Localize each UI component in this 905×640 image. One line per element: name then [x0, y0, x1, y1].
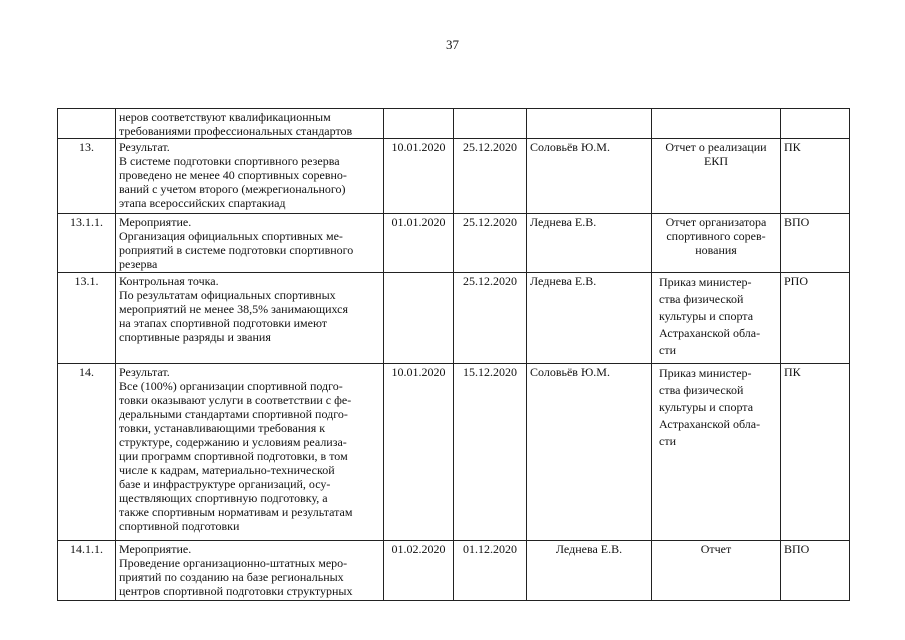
document-line: Отчет организатора — [665, 215, 767, 229]
item-number: 13.1.1. — [70, 215, 103, 229]
document-line: спортивного сорев- — [666, 229, 766, 243]
description-line: По результатам официальных спортивных — [119, 288, 336, 302]
end-date: 25.12.2020 — [463, 215, 517, 229]
document-line: сти — [659, 434, 676, 448]
description-cell — [116, 109, 384, 139]
description-line: центров спортивной подготовки структурных — [119, 584, 353, 598]
control-type: ПК — [784, 140, 801, 154]
end-date-cell — [454, 273, 527, 364]
description-cell — [116, 541, 384, 601]
start-date-cell — [384, 541, 454, 601]
document-line: Отчет о реализации — [665, 140, 767, 154]
control-type-cell — [781, 109, 850, 139]
responsible-cell — [527, 139, 652, 214]
start-date: 01.02.2020 — [391, 542, 446, 556]
description-line: мероприятий не менее 38,5% занимающихся — [119, 302, 348, 316]
description-line: Мероприятие. — [119, 542, 192, 556]
responsible-person: Леднева Е.В. — [530, 274, 597, 288]
responsible-cell — [527, 273, 652, 364]
responsible-cell — [527, 109, 652, 139]
end-date: 01.12.2020 — [463, 542, 517, 556]
description-line: Мероприятие. — [119, 215, 192, 229]
description-line: Результат. — [119, 140, 170, 154]
item-number: 13. — [79, 140, 94, 154]
document-line: Отчет — [700, 542, 732, 556]
control-type: РПО — [784, 274, 809, 288]
start-date-cell — [384, 214, 454, 273]
item-number-cell — [58, 139, 116, 214]
description-line: товки, устанавливающими требования к — [119, 421, 326, 435]
end-date: 15.12.2020 — [463, 365, 517, 379]
item-number-cell — [58, 541, 116, 601]
end-date-cell — [454, 364, 527, 541]
description-line: В системе подготовки спортивного резерва — [119, 154, 340, 168]
description-line: ции программ спортивной подготовки, в том — [119, 449, 348, 463]
table-row — [58, 109, 850, 139]
end-date: 25.12.2020 — [463, 140, 517, 154]
description-line: ществляющих спортивную подготовку, а — [119, 491, 328, 505]
start-date: 10.01.2020 — [391, 365, 446, 379]
end-date-cell — [454, 214, 527, 273]
control-type-cell — [781, 273, 850, 364]
document-line: ЕКП — [704, 154, 728, 168]
document-line: ства физической — [659, 292, 744, 306]
control-type-cell — [781, 364, 850, 541]
item-number-cell — [58, 214, 116, 273]
start-date-cell — [384, 139, 454, 214]
item-number-cell — [58, 273, 116, 364]
document-line: нования — [695, 243, 737, 257]
plan-table — [57, 108, 850, 601]
responsible-cell — [527, 364, 652, 541]
responsible-cell — [527, 214, 652, 273]
description-line: этапа всероссийских спартакиад — [119, 196, 286, 210]
table-row — [58, 364, 850, 541]
document-cell — [652, 109, 781, 139]
description-line: Результат. — [119, 365, 170, 379]
item-number: 14. — [79, 365, 94, 379]
end-date-cell — [454, 109, 527, 139]
document-cell — [652, 273, 781, 364]
responsible-person: Соловьёв Ю.М. — [530, 365, 610, 379]
description-line: приятий по созданию на базе региональных — [119, 570, 344, 584]
description-line: деральными стандартами спортивной подго- — [119, 407, 348, 421]
item-number-cell — [58, 364, 116, 541]
responsible-person: Соловьёв Ю.М. — [530, 140, 610, 154]
item-number: 13.1. — [74, 274, 99, 288]
start-date-cell — [384, 364, 454, 541]
description-line: Проведение организационно-штатных меро- — [119, 556, 348, 570]
document-line: Астраханской обла- — [659, 417, 761, 431]
description-line: Контрольная точка. — [119, 274, 219, 288]
start-date-cell — [384, 109, 454, 139]
start-date: 10.01.2020 — [391, 140, 446, 154]
table-row — [58, 541, 850, 601]
control-type-cell — [781, 214, 850, 273]
item-number-cell — [58, 109, 116, 139]
page-number: 37 — [446, 37, 459, 52]
description-cell — [116, 214, 384, 273]
document-line: сти — [659, 343, 676, 357]
document-line: культуры и спорта — [659, 400, 754, 414]
description-line: на этапах спортивной подготовки имеют — [119, 316, 328, 330]
description-line: резерва — [119, 257, 158, 271]
end-date-cell — [454, 139, 527, 214]
control-type: ПК — [784, 365, 801, 379]
description-cell — [116, 364, 384, 541]
description-line: роприятий в системе подготовки спортивного — [119, 243, 354, 257]
table-row — [58, 273, 850, 364]
item-number: 14.1.1. — [70, 542, 103, 556]
document-line: Приказ министер- — [659, 366, 752, 380]
control-type-cell — [781, 139, 850, 214]
document-cell — [652, 139, 781, 214]
end-date-cell — [454, 541, 527, 601]
start-date-cell — [384, 273, 454, 364]
description-line: товки оказывают услуги в соответствии с фе- — [119, 393, 352, 407]
start-date: 01.01.2020 — [391, 215, 446, 229]
control-type-cell — [781, 541, 850, 601]
control-type: ВПО — [784, 542, 810, 556]
control-type: ВПО — [784, 215, 810, 229]
description-line: базе и инфраструктуре организаций, осу- — [119, 477, 331, 491]
document-line: культуры и спорта — [659, 309, 754, 323]
end-date: 25.12.2020 — [463, 274, 517, 288]
responsible-cell — [527, 541, 652, 601]
plan-table-body — [58, 109, 850, 601]
document-cell — [652, 541, 781, 601]
document-line: Приказ министер- — [659, 275, 752, 289]
table-row — [58, 139, 850, 214]
document-cell — [652, 214, 781, 273]
description-line: также спортивным нормативам и результатам — [119, 505, 353, 519]
description-cell — [116, 273, 384, 364]
document-line: Астраханской обла- — [659, 326, 761, 340]
description-line: неров соответствуют квалификационным — [119, 110, 331, 124]
description-line: спортивные разряды и звания — [119, 330, 271, 344]
responsible-person: Леднева Е.В. — [555, 542, 623, 556]
description-line: требованиями профессиональных стандартов — [119, 124, 353, 138]
description-line: ваний с учетом второго (межрегионального) — [119, 182, 346, 196]
document-line: ства физической — [659, 383, 744, 397]
description-line: проведено не менее 40 спортивных соревно- — [119, 168, 347, 182]
description-line: спортивной подготовки — [119, 519, 240, 533]
description-line: структуре, содержанию и условиям реализа- — [119, 435, 347, 449]
responsible-person: Леднева Е.В. — [530, 215, 597, 229]
description-line: Все (100%) организации спортивной подго- — [119, 379, 343, 393]
document-cell — [652, 364, 781, 541]
description-line: числе к кадрам, материально-технической — [119, 463, 335, 477]
description-line: Организация официальных спортивных ме- — [119, 229, 343, 243]
description-cell — [116, 139, 384, 214]
table-row — [58, 214, 850, 273]
